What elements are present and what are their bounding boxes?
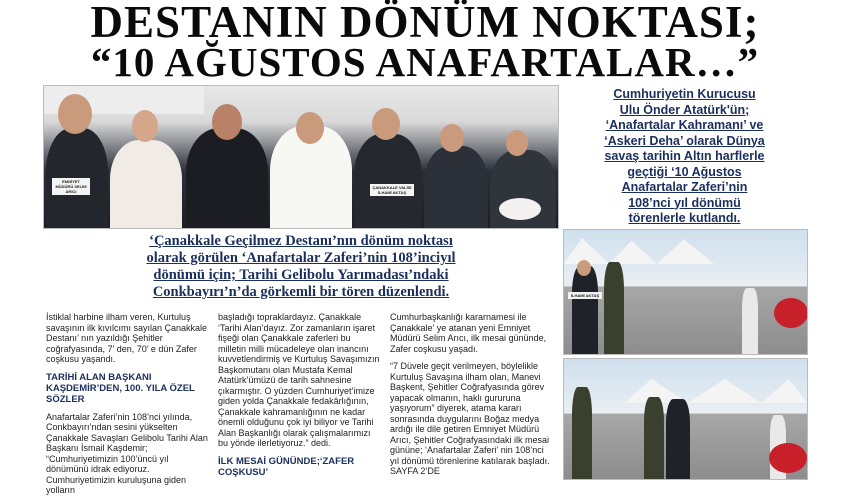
- main-ceremony-photo: [43, 85, 559, 229]
- article-column-3: [390, 312, 552, 484]
- soldier: [604, 262, 624, 354]
- person-5: [354, 134, 422, 229]
- person-2: [110, 140, 182, 229]
- wreath: [769, 443, 807, 473]
- paragraph: Cumhurbaşkanlığı kararnamesi ile Çanakkale’ ye atanan yeni Emniyet Müdürü Selim Arıcı, ilk mesai gününde, Zafer coşkusu yaşadı.: [390, 312, 547, 354]
- soldier-left: [572, 387, 592, 479]
- person-6-head: [440, 124, 464, 152]
- paragraph: Anafartalar Zaferi’nin 108’nci yılında, Conkbayırı’ndan sesini yükselten Çanakkale Savaşları Gelibolu Tarihi Alan Başkanı İsmail Kaşdemir; “Cumhuriyetimizin 100’üncü yıl dönümünü idrak ediyoruz. Cumhuriyetimizin kuruluşuna giden yolların: [46, 411, 208, 495]
- person-1-head: [58, 94, 92, 134]
- wreath-ceremony-photo-2: [563, 358, 808, 480]
- wreath-ceremony-photo-1: [563, 229, 808, 355]
- official: [666, 399, 690, 479]
- person-3: [186, 128, 268, 229]
- paragraph: İstiklal harbine ilham veren, Kurtuluş savaşının ilk kıvılcımı sayılan Çanakkale Destanı’ nın yazıldığı Şehitler coğrafyasında, 7’ den, 70’ e dün Zafer coşkusu yaşandı.: [46, 312, 208, 364]
- wreath: [774, 298, 808, 328]
- article-column-2: [218, 312, 380, 485]
- article-column-1: [46, 312, 208, 503]
- lede-text: ‘Çanakkale Geçilmez Destanı’nın dönüm noktası olarak görülen ‘Anafartalar Zaferi’nin 108’inciyıl dönümü için; Tarihi Gelibolu Yarımadası’ndaki Conkbayırı’n’da görkemli bir tören düzenlendi.: [146, 233, 456, 300]
- paragraph: “7 Düvele geçit verilmeyen, böylelikle Kurtuluş Savaşına ilham olan, Manevi Başkent, Şehitler Coğrafyasında görev yapacak olmanın, haklı gururuna yaşıyorum” diyerek, atama kararı sonrasında duygularını Boğaz medya ardığı ile dile getiren Emniyet Müdürü Arıcı, Şehitler Coğrafyasındaki ilk mesai gününe; ‘Anafartalar Zaferi’ nin 108’nci yıl dönümü törenlerine katılarak başladı. SAYFA 2’DE: [390, 361, 550, 476]
- person-2-head: [132, 110, 158, 142]
- headline-line-2: “10 AĞUSTOS ANAFARTALAR…”: [90, 39, 760, 85]
- subheading: TARİHİ ALAN BAŞKANI KAŞDEMİR’DEN, 100. YILA ÖZEL SÖZLER: [46, 371, 195, 405]
- main-photo-badge-left: EMNİYET MÜDÜRÜ SELİM ARICI: [52, 178, 90, 195]
- main-photo-badge-right: ÇANAKKALE VALİSİ İLHAMİ AKTAŞ: [370, 184, 414, 196]
- soldier-center: [644, 397, 664, 479]
- person-7-head: [506, 130, 528, 156]
- person-4-head: [296, 112, 324, 144]
- paragraph: başladığı topraklardayız. Çanakkale ‘Tarihi Alan’dayız. Zor zamanların işaret fişeği olan Çanakkale zaferleri bu milletin milli mücadeleye olan inancını kuvvetlendirmiş ve Kurtuluş Savaşımızın Başkomutanı olan Mustafa Kemal Atatürk’ümüzü de tarih sahnesine çıkarmıştır. O yüzden Cumhuriyet’imize giden yolda Çanakkale fedakârlığının, Çanakkale kahramanlığının ne kadar önemli olduğunu çok iyi biliyor ve Tarihi Alan Başkanlığı olarak çalışmalarımızı bu yönde ilerletiyoruz.” dedi.: [218, 312, 380, 448]
- flowers: [499, 198, 541, 220]
- official: [572, 266, 598, 354]
- official-head: [577, 260, 591, 276]
- person-5-head: [372, 108, 400, 140]
- summary-text: Cumhuriyetin Kurucusu Ulu Önder Atatürk'ün; ‘Anafartalar Kahramanı’ ve ‘Askeri Deha’ olarak Dünya savaş tarihin Altın harflerle geçtiği ‘10 Ağustos Anafartalar Zaferi’nin 108’nci yıl dönümü törenlerle kutlandı.: [604, 87, 765, 225]
- person-6: [424, 146, 488, 229]
- person-3-head: [212, 104, 242, 140]
- photo-2-badge: İLHAMİ AKTAŞ: [568, 292, 602, 299]
- photographer: [742, 288, 758, 354]
- subheading: İLK MESAİ GÜNÜNDE;‘ZAFER COŞKUSU’: [218, 455, 355, 478]
- headline-line-1: DESTANIN DÖNÜM NOKTASI;: [90, 0, 760, 47]
